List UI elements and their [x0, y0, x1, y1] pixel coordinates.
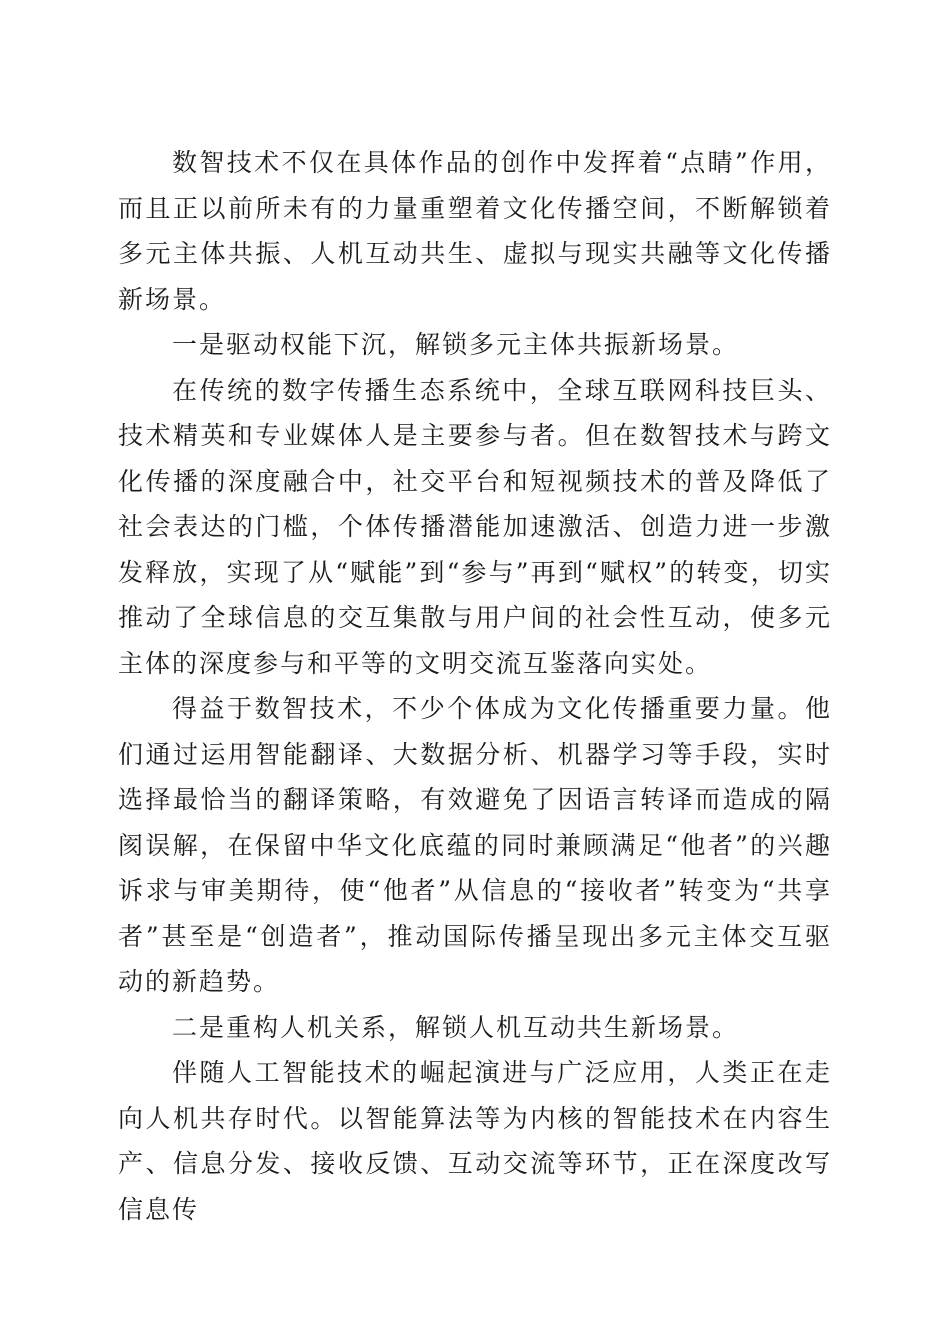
paragraph-body: 得益于数智技术，不少个体成为文化传播重要力量。他们通过运用智能翻译、大数据分析、机器学习等手段，实时选择最恰当的翻译策略，有效避免了因语言转译而造成的隔阂误解，在保留中华文化底蕴的同时兼顾满足“他者”的兴趣诉求与审美期待，使“他者”从信息的“接收者”转变为“共享者”甚至是“创造者”，推动国际传播呈现出多元主体交互驱动的新趋势。 [118, 694, 832, 996]
paragraph-body: 伴随人工智能技术的崛起演进与广泛应用，人类正在走向人机共存时代。以智能算法等为内核的智能技术在内容生产、信息分发、接收反馈、互动交流等环节，正在深度改写信息传 [118, 1058, 832, 1224]
paragraph-intro: 数智技术不仅在具体作品的创作中发挥着“点睛”作用，而且正以前所未有的力量重塑着文化传播空间，不断解锁着多元主体共振、人机互动共生、虚拟与现实共融等文化传播新场景。 [118, 148, 832, 314]
section-heading-2: 二是重构人机关系，解锁人机互动共生新场景。 [172, 1012, 740, 1042]
paragraph-body: 在传统的数字传播生态系统中，全球互联网科技巨头、技术精英和专业媒体人是主要参与者。但在数智技术与跨文化传播的深度融合中，社交平台和短视频技术的普及降低了社会表达的门槛，个体传播潜能加速激活、创造力进一步激发释放，实现了从“赋能”到“参与”再到“赋权”的转变，切实推动了全球信息的交互集散与用户间的社会性互动，使多元主体的深度参与和平等的文明交流互鉴落向实处。 [118, 375, 832, 678]
section-heading-1: 一是驱动权能下沉，解锁多元主体共振新场景。 [172, 330, 740, 359]
document-body [118, 140, 832, 1232]
